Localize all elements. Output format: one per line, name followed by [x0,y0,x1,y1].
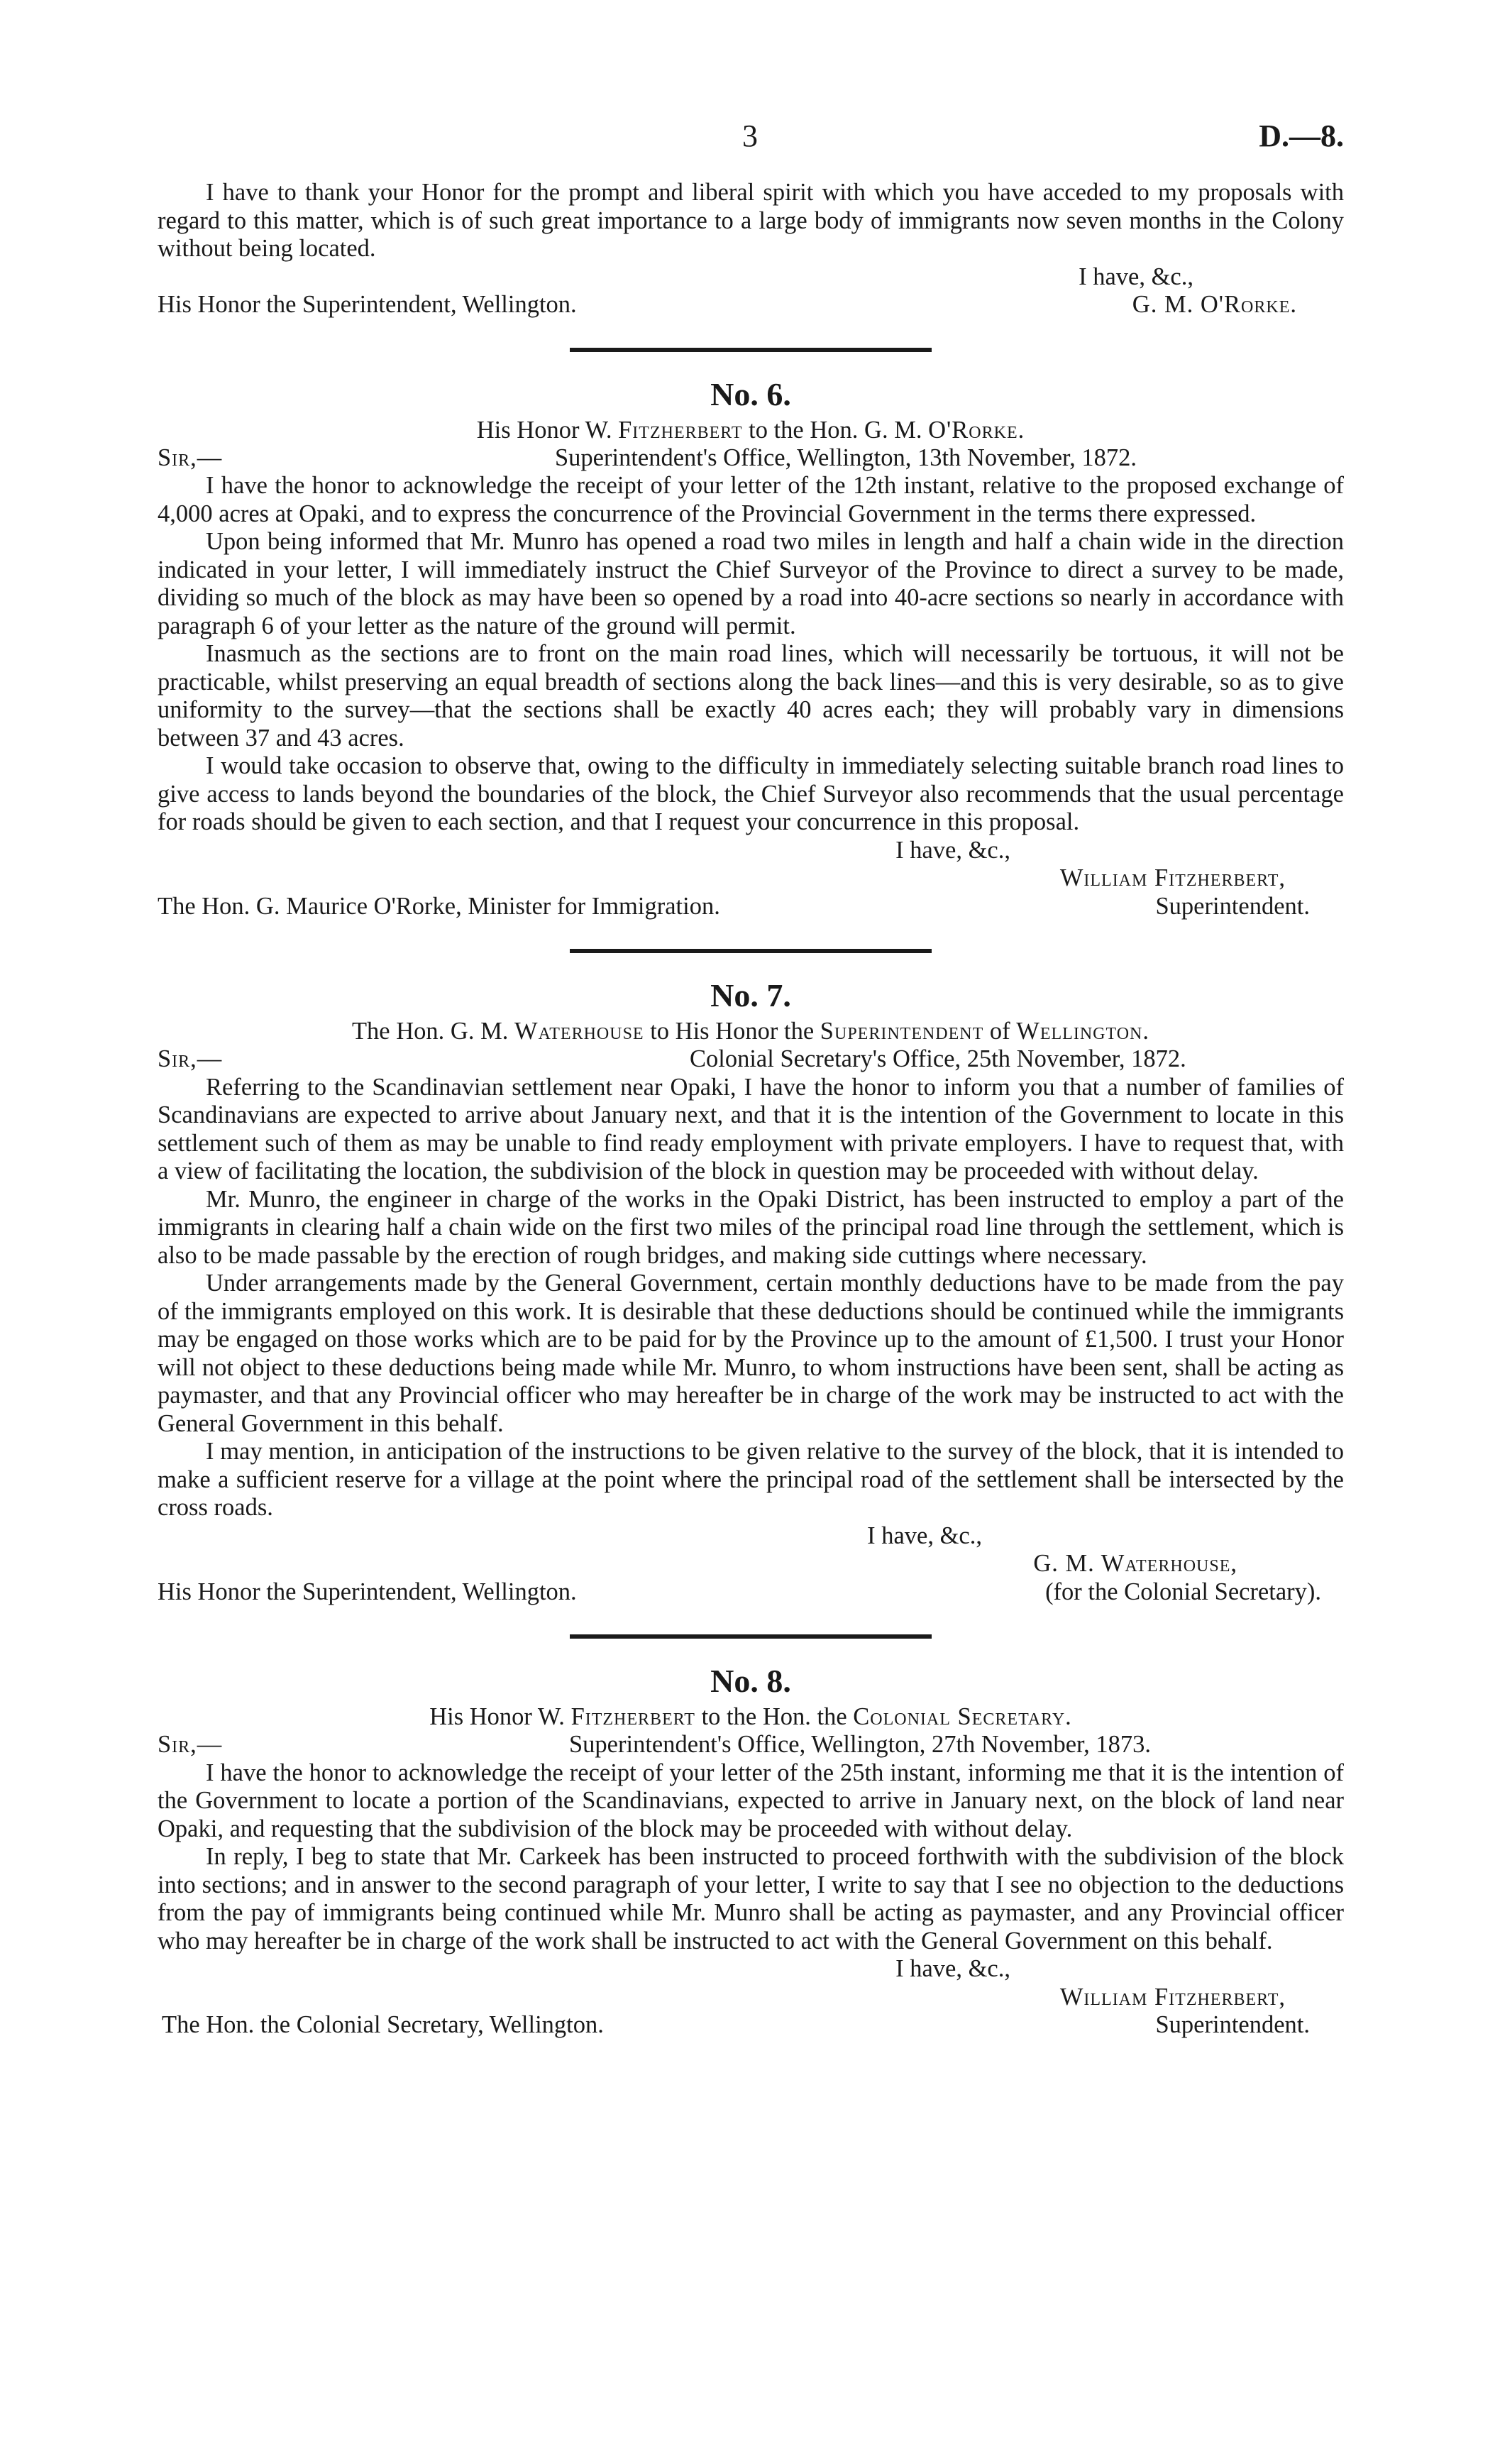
section-divider-2 [570,949,932,953]
letter-6-office-date: Superintendent's Office, Wellington, 13th November, 1872. [555,444,1137,471]
letter-6-paragraph: Upon being informed that Mr. Munro has opened a road two miles in length and half a chain wide in the direction indicated in your letter, I will immediately instruct the Chief Surveyor of the Province to direct a survey to be made, dividing so much of the block as may have been so opened by a road into 40-acre sections so nearly in accordance with paragraph 6 of your letter as the nature of the ground will permit. [158,528,1344,639]
letter-6-salutation: Sir,— [158,444,223,471]
letter-7-signature-title: (for the Colonial Secretary). [1045,1578,1321,1605]
letter-8-salutation-row [158,1731,1344,1759]
letter-7-paragraph: Referring to the Scandinavian settlement near Opaki, I have the honor to inform you that a number of families of Scandinavians are expected to arrive about January next, and that it is the intention of the Government to locate in this settlement such of them as may be unable to find ready employment with private employers. I have to request that, with a view of facilitating the location, the subdivision of the block in question may be proceeded with without delay. [158,1073,1344,1184]
letter-7-salutation-row [158,1045,1344,1074]
letter-8-sub-name: Fitzherbert [570,1703,695,1730]
letter-8-address-row [158,2011,1344,2040]
letter-8-paragraph: I have the honor to acknowledge the receipt of your letter of the 25th instant, informing me that it is the intention of the Government to locate a portion of the Scandinavians, expected to arrive in January next, on the block of land near Opaki, and requesting that the subdivision of the block may be proceeded with without delay. [158,1759,1344,1842]
letter-6-sub-prefix: His Honor W. [476,416,612,444]
intro-addressee: His Honor the Superintendent, Wellington. [158,291,577,318]
intro-address-row [158,291,1344,319]
letter-7-number: No. 7. [710,977,791,1013]
letter-7-closing: I have, &c., [867,1522,982,1549]
intro-closing: I have, &c., [1079,263,1193,290]
letter-7-paragraph: Under arrangements made by the General Government, certain monthly deductions have to be made from the pay of the immigrants employed on this work. It is desirable that these deductions should be continued while the immigrants may be engaged on those works which are to be paid for by the Province up to the amount of £1,500. I trust your Honor will not object to these deductions being made while Mr. Munro, to whom instructions have been sent, shall be acting as paymaster, and that any Provincial officer who may hereafter be in charge of the work may be instructed to act with the General Government in this behalf. [158,1270,1344,1437]
letter-7-sub-of: of [989,1018,1010,1045]
section-divider-3 [570,1634,932,1639]
letter-6-sub-name: Fitzherbert [618,416,743,444]
letter-6-paragraph: Inasmuch as the sections are to front on the main road lines, which will necessarily be tortuous, it will not be practicable, whilst preserving an equal breadth of sections along the back lines—and this is very desirable, so as to give uniformity to the survey—that the sections shall be exactly 40 acres each; they will probably vary in dimensions between 37 and 43 acres. [158,640,1344,752]
letter-7-subheading [158,1017,1344,1045]
letter-8-salutation: Sir,— [158,1731,223,1758]
letter-7-salutation: Sir,— [158,1045,223,1072]
letter-7-addressee: His Honor the Superintendent, Wellington. [158,1578,577,1605]
letter-7-sub-mid: to His Honor the [650,1018,815,1045]
document-reference: D.—8. [1259,119,1344,153]
intro-paragraph: I have to thank your Honor for the prompt and liberal spirit with which you have acceded to my proposals with regard to this matter, which is of such great importance to a large body of immigrants now seven months in the Colony without being located. [158,179,1344,262]
letter-7-sub-name2: Superintendent [820,1018,984,1045]
letter-8-signature-name: William Fitzherbert, [1059,1983,1286,2011]
letter-8-sub-prefix: His Honor W. [429,1703,565,1730]
letter-6-closing: I have, &c., [895,836,1010,864]
page-header [0,115,1500,158]
letter-6-addressee: The Hon. G. Maurice O'Rorke, Minister for Immigration. [158,892,720,920]
letter-6-paragraph: I have the honor to acknowledge the receipt of your letter of the 12th instant, relative to the proposed exchange of 4,000 acres at Opaki, and to express the concurrence of the Provincial Government in the terms there expressed. [158,472,1344,527]
letter-8-sub-mid: to the Hon. the [701,1703,847,1730]
letter-6-signature-name: William Fitzherbert, [1059,864,1286,891]
letter-6-number: No. 6. [710,375,791,412]
letter-7-signature-name: G. M. Waterhouse, [1033,1550,1237,1577]
letter-7-sub-name: Waterhouse [514,1018,644,1045]
letter-7-address-row [158,1578,1344,1607]
intro-letter-end [158,179,1344,319]
letter-7-sub-name3: Wellington. [1016,1018,1150,1045]
letter-6-signature-title: Superintendent. [1155,892,1310,920]
section-divider-1 [570,348,932,352]
page-number: 3 [742,119,758,153]
intro-signature: G. M. O'Rorke. [1132,291,1297,318]
letter-no-6 [158,373,1344,921]
letter-7-paragraph: Mr. Munro, the engineer in charge of the works in the Opaki District, has been instructed to employ a part of the immigrants in clearing half a chain wide on the first two miles of the principal road line through the settlement, which is also to be made passable by the erection of rough bridges, and making side cuttings where necessary. [158,1185,1344,1269]
letter-8-signature-title: Superintendent. [1155,2011,1310,2038]
letter-6-sub-suffix: to the Hon. G. M. [749,416,922,444]
letter-6-paragraph: I would take occasion to observe that, owing to the difficulty in immediately selecting suitable branch road lines to give access to lands beyond the boundaries of the block, the Chief Surveyor also recommends that the usual percentage for roads should be given to each section, and that I request your concurrence in this proposal. [158,752,1344,835]
letter-8-office-date: Superintendent's Office, Wellington, 27th November, 1873. [569,1731,1152,1758]
letter-7-office-date: Colonial Secretary's Office, 25th November, 1872. [690,1045,1186,1072]
letter-8-sub-name2: Colonial Secretary. [853,1703,1072,1730]
letter-8-addressee: The Hon. the Colonial Secretary, Wellington. [162,2011,604,2038]
letter-6-subheading [158,416,1344,444]
letter-8-closing: I have, &c., [895,1955,1010,1982]
letter-6-sub-name2: O'Rorke. [928,416,1025,444]
letter-no-7 [158,974,1344,1606]
page-content [158,179,1344,2040]
letter-8-number: No. 8. [710,1663,791,1699]
letter-8-subheading [158,1703,1344,1731]
letter-no-8 [158,1660,1344,2040]
letter-6-salutation-row [158,444,1344,473]
letter-7-sub-prefix: The Hon. G. M. [351,1018,509,1045]
letter-6-address-row [158,893,1344,921]
letter-7-paragraph: I may mention, in anticipation of the instructions to be given relative to the survey of the block, that it is intended to make a sufficient reserve for a village at the point where the principal road of the settlement shall be intersected by the cross roads. [158,1438,1344,1521]
letter-8-paragraph: In reply, I beg to state that Mr. Carkeek has been instructed to proceed forthwith with the subdivision of the block into sections; and in answer to the second paragraph of your letter, I write to say that I see no objection to the deductions from the pay of immigrants being continued while Mr. Munro shall be acting as paymaster, and any Provincial officer who may hereafter be in charge of the work shall be instructed to act with the General Government on this behalf. [158,1843,1344,1954]
